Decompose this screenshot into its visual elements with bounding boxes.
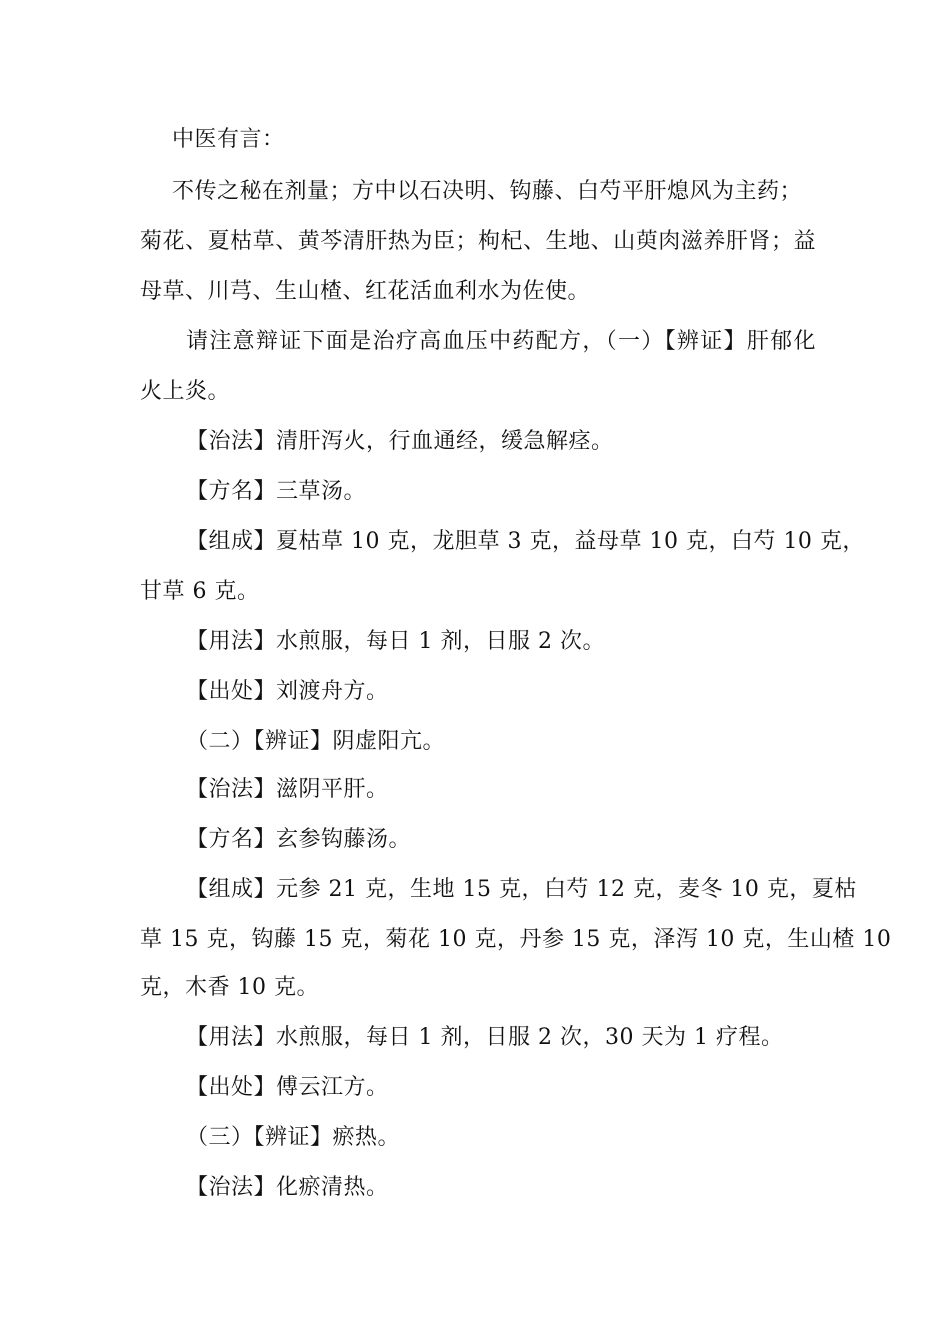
usage: 【用法】水煎服，每日 1 剂，日服 2 次。 [186, 629, 605, 654]
paragraph-line: 不传之秘在剂量；方中以石决明、钩藤、白芍平肝熄风为主药； [172, 179, 803, 204]
paragraph-line: 母草、川芎、生山楂、红花活血利水为佐使。 [140, 279, 591, 304]
paragraph-line: 火上炎。 [140, 379, 231, 404]
section-two-syndrome: （二）【辨证】阴虚阳亢。 [186, 729, 446, 754]
paragraph-line: 菊花、夏枯草、黄芩清肝热为臣；枸杞、生地、山萸肉滋养肝肾；益 [140, 229, 816, 254]
composition: 【组成】夏枯草 10 克，龙胆草 3 克，益母草 10 克，白芍 10 克， [186, 529, 865, 554]
treatment-method: 【治法】滋阴平肝。 [186, 777, 389, 802]
section-three-syndrome: （三）【辨证】瘀热。 [186, 1125, 401, 1150]
treatment-method: 【治法】清肝泻火，行血通经，缓急解痉。 [186, 429, 614, 454]
composition-continued: 甘草 6 克。 [140, 579, 260, 604]
composition-continued: 草 15 克，钩藤 15 克，菊花 10 克，丹参 15 克，泽泻 10 克，生山楂 10 [140, 927, 892, 952]
paragraph-line: 请注意辩证下面是治疗高血压中药配方，（一）【辨证】肝郁化 [186, 329, 816, 354]
treatment-method: 【治法】化瘀清热。 [186, 1175, 389, 1200]
intro-heading: 中医有言： [172, 127, 285, 152]
composition-continued: 克，木香 10 克。 [140, 975, 319, 1000]
usage: 【用法】水煎服，每日 1 剂，日服 2 次，30 天为 1 疗程。 [186, 1025, 784, 1050]
source: 【出处】刘渡舟方。 [186, 679, 389, 704]
formula-name: 【方名】三草汤。 [186, 479, 367, 504]
composition: 【组成】元参 21 克，生地 15 克，白芍 12 克，麦冬 10 克，夏枯 [186, 877, 857, 902]
source: 【出处】傅云江方。 [186, 1075, 389, 1100]
formula-name: 【方名】玄参钩藤汤。 [186, 827, 412, 852]
